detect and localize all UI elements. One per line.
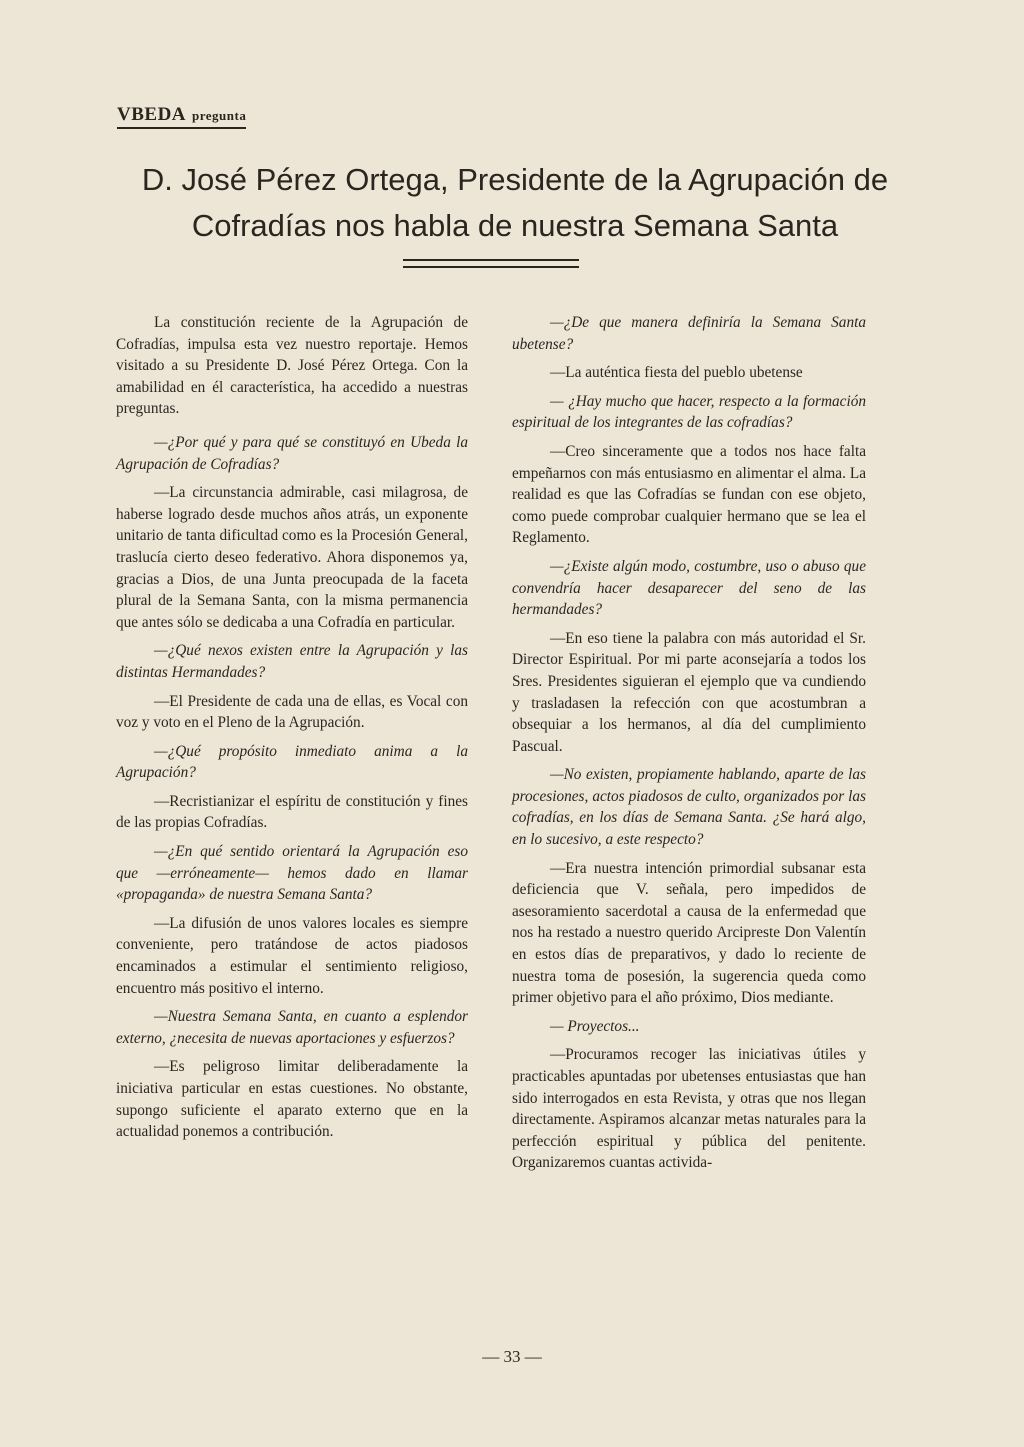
interview-answer: —Era nuestra intención primordial subsanar esta deficiencia que V. señala, pero impedidos de asesoramiento sacerdotal a causa de la enfermedad que nos ha restado a nuestro querido Arcipreste Don Valentín en estos días de preparativos, y dado lo reciente de nuestra toma de posesión, la sugerencia queda como primer objetivo para el año próximo, Dios mediante. bbox=[512, 859, 866, 1007]
interview-question: —No existen, propiamente hablando, aparte de las procesiones, actos piadosos de culto, organizados por las cofradías, en los días de Semana Santa. ¿Se hará algo, en lo sucesivo, a este respecto? bbox=[512, 766, 866, 849]
interview-question: —¿Por qué y para qué se constituyó en Ubeda la Agrupación de Cofradías? bbox=[116, 433, 468, 473]
interview-answer: —Es peligroso limitar deliberadamente la iniciativa particular en estas cuestiones. No obstante, supongo suficiente el aparato externo que en la actualidad ponemos a contribución. bbox=[116, 1058, 468, 1141]
interview-answer: —La auténtica fiesta del pueblo ubetense bbox=[550, 364, 803, 382]
interview-answer: —Recristianizar el espíritu de constitución y fines de las propias Cofradías. bbox=[116, 792, 468, 832]
watermark bbox=[20, 1100, 62, 1273]
interview-question: —¿Existe algún modo, costumbre, uso o abuso que convendría hacer desaparecer del seno de las hermandades? bbox=[512, 557, 866, 619]
section-header-small: pregunta bbox=[192, 108, 247, 123]
right-column bbox=[512, 312, 866, 1181]
interview-answer: —Creo sinceramente que a todos nos hace falta empeñarnos con más entusiasmo en alimentar el alma. La realidad es que las Cofradías se fundan con ese objeto, como puede comprobar cualquier hermano que se lea el Reglamento. bbox=[512, 442, 866, 547]
interview-question: —¿Qué nexos existen entre la Agrupación y las distintas Hermandades? bbox=[116, 642, 468, 681]
interview-question: —Nuestra Semana Santa, en cuanto a esplendor externo, ¿necesita de nuevas aportaciones y esfuerzos? bbox=[116, 1008, 468, 1047]
interview-answer: —Procuramos recoger las iniciativas útiles y practicables apuntadas por ubetenses entusiastas que han sido interrogados en esta Revista, y otras que nos llegan directamente. Aspiramos alcanzar metas naturales para la perfección espiritual y pública del penitente. Organizaremos cuantas activida- bbox=[512, 1046, 866, 1172]
section-header-main: VBEDA bbox=[117, 104, 187, 125]
section-header bbox=[117, 104, 246, 129]
title-divider bbox=[403, 259, 579, 268]
interview-question: — ¿Hay mucho que hacer, respecto a la formación espiritual de los integrantes de las cofradías? bbox=[512, 392, 866, 432]
interview-question: —¿Qué propósito inmediato anima a la Agrupación? bbox=[116, 742, 468, 782]
left-column bbox=[116, 312, 468, 1150]
article-intro: La constitución reciente de la Agrupación de Cofradías, impulsa esta vez nuestro reportaje. Hemos visitado a su Presidente D. José Pérez Ortega. Con la amabilidad en él característica, ha accedido a nuestras preguntas. bbox=[116, 314, 468, 418]
interview-answer: —La circunstancia admirable, casi milagrosa, de haberse logrado desde muchos años atrás, un exponente unitario de tanta dificultad como es la Procesión General, traslucía cierto deseo federativo. Ahora disponemos ya, gracias a Dios, de una Junta preocupada de la faceta plural de la Semana Santa, con la misma permanencia que antes sólo se dedicaba a una Cofradía en particular. bbox=[116, 484, 468, 631]
interview-answer: —El Presidente de cada una de ellas, es Vocal con voz y voto en el Pleno de la Agrupación. bbox=[116, 692, 468, 732]
interview-question: —¿En qué sentido orientará la Agrupación eso que —erróneamente— hemos dado en llamar «propaganda» de nuestra Semana Santa? bbox=[116, 843, 468, 904]
interview-answer: —En eso tiene la palabra con más autoridad el Sr. Director Espiritual. Por mi parte aconsejaría a todos los Sres. Presidentes siguieran el ejemplo que va cundiendo y trasladasen la refección con que acostumbran a obsequiar a los hermanos, al día del cumplimiento Pascual. bbox=[512, 629, 866, 755]
interview-question: —¿De que manera definiría la Semana Santa ubetense? bbox=[512, 314, 866, 353]
interview-question: — Proyectos... bbox=[550, 1017, 640, 1035]
page-number: — 33 — bbox=[482, 1347, 542, 1366]
interview-answer: —La difusión de unos valores locales es siempre conveniente, pero tratándose de actos piadosos encaminados a estimular el sentimiento religioso, encuentro más positivo el interno. bbox=[116, 914, 468, 997]
article-title: D. José Pérez Ortega, Presidente de la Agrupación de Cofradías nos habla de nuestra Semana Santa bbox=[141, 162, 889, 243]
